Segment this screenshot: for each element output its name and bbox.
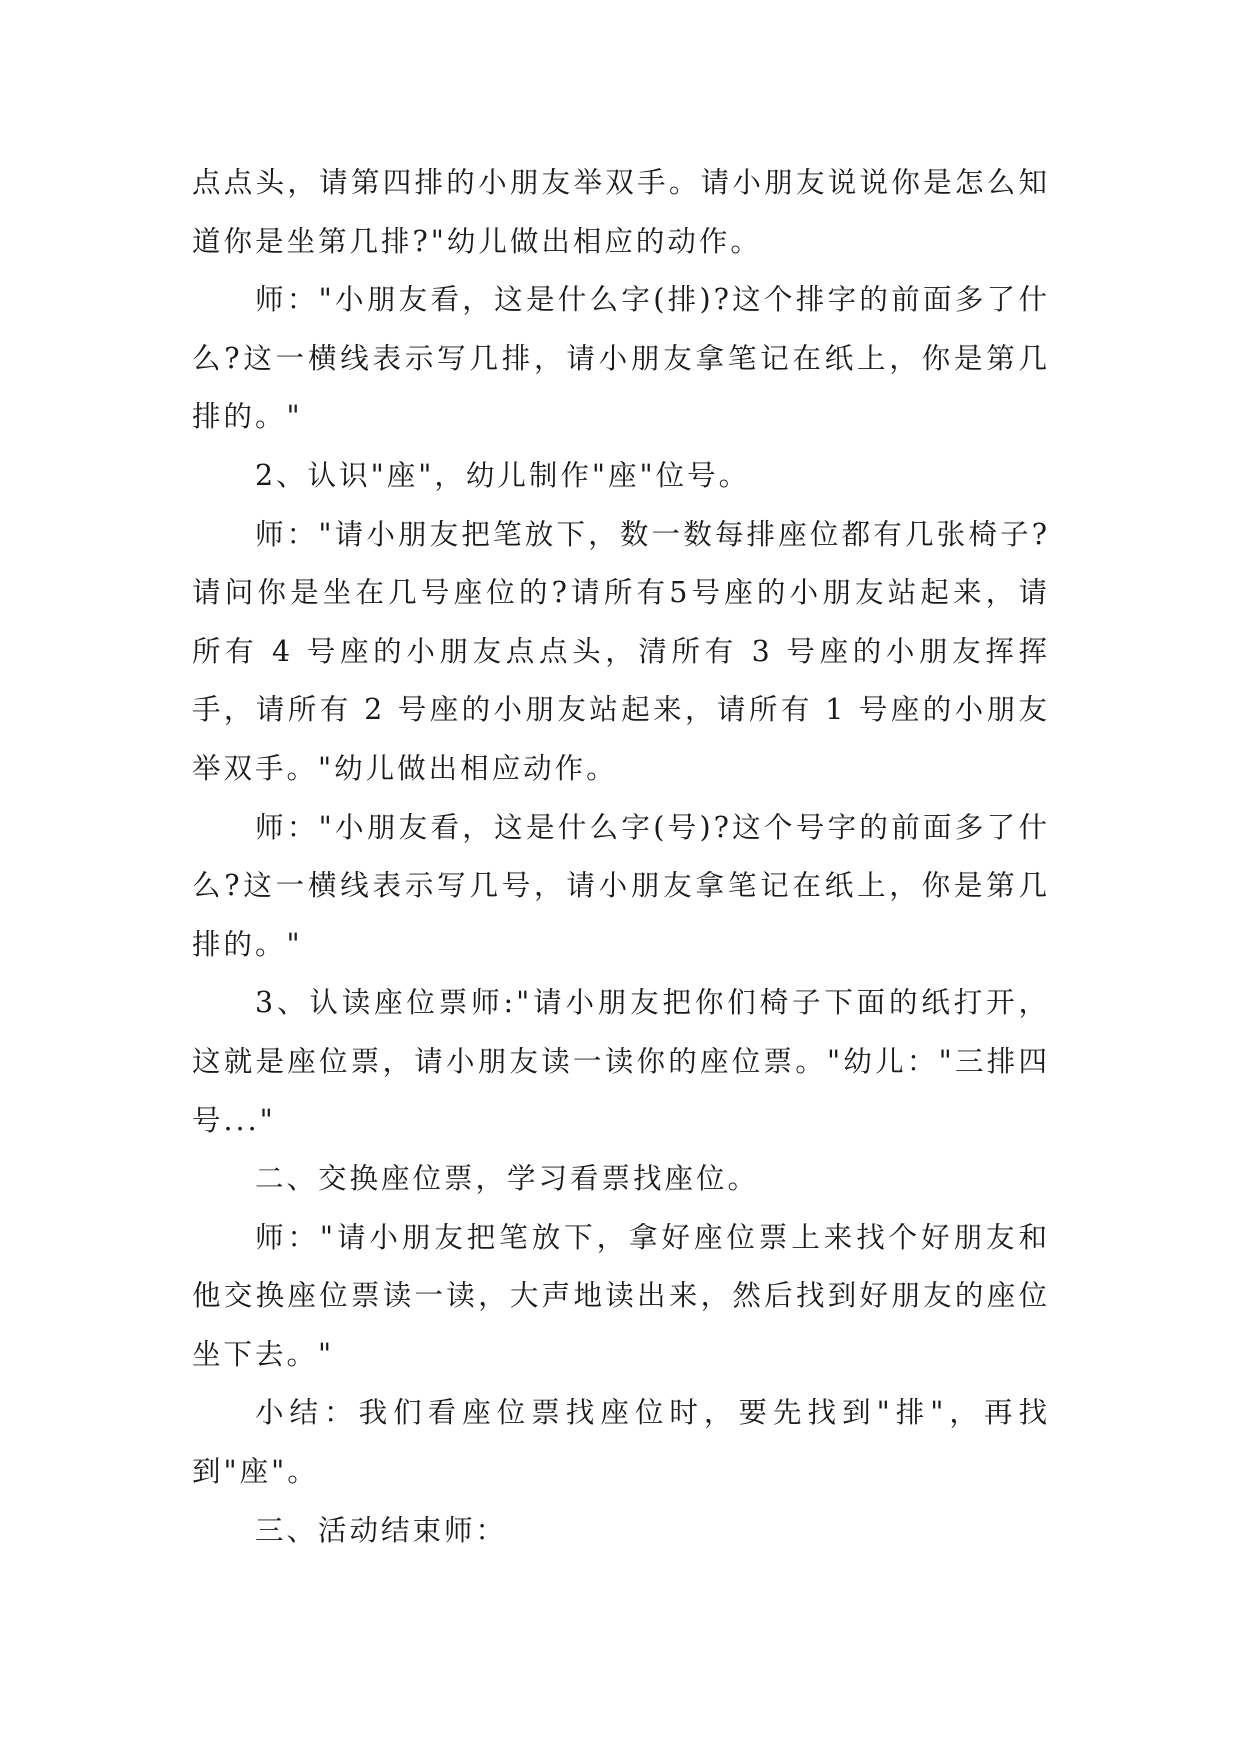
paragraph: 点点头，请第四排的小朋友举双手。请小朋友说说你是怎么知道你是坐第几排?"幼儿做出相应的动作。 — [192, 166, 1050, 258]
paragraph: 3、认读座位票师:"请小朋友把你们椅子下面的纸打开，这就是座位票，请小朋友读一读你的座位票。"幼儿："三排四号..." — [192, 986, 1050, 1137]
paragraph: 二、交换座位票，学习看票找座位。 — [255, 1162, 760, 1196]
paragraph: 小结：我们看座位票找座位时，要先找到"排"，再找到"座"。 — [192, 1396, 1050, 1489]
paragraph: 师："请小朋友把笔放下，拿好座位票上来找个好朋友和他交换座位票读一读，大声地读出来，然后找到好朋友的座位坐下去。" — [192, 1220, 1050, 1371]
paragraph: 师："请小朋友把笔放下，数一数每排座位都有几张椅子?请问你是坐在几号座位的?请所有5号座的小朋友站起来，请所有 4 号座的小朋友点点头，清所有 3 号座的小朋友挥挥手，请所有 2 号座的小朋友站起来，请所有 1 号座的小朋友举双手。"幼儿做出相应动作。 — [192, 517, 1050, 785]
document-body — [192, 154, 1050, 1560]
paragraph: 三、活动结束师： — [255, 1513, 508, 1547]
paragraph: 师："小朋友看，这是什么字(号)?这个号字的前面多了什么?这一横线表示写几号，请小朋友拿笔记在纸上，你是第几排的。" — [192, 810, 1050, 961]
paragraph: 师："小朋友看，这是什么字(排)?这个排字的前面多了什么?这一横线表示写几排，请小朋友拿笔记在纸上，你是第几排的。" — [192, 283, 1050, 434]
paragraph: 2、认识"座"，幼儿制作"座"位号。 — [255, 458, 751, 492]
